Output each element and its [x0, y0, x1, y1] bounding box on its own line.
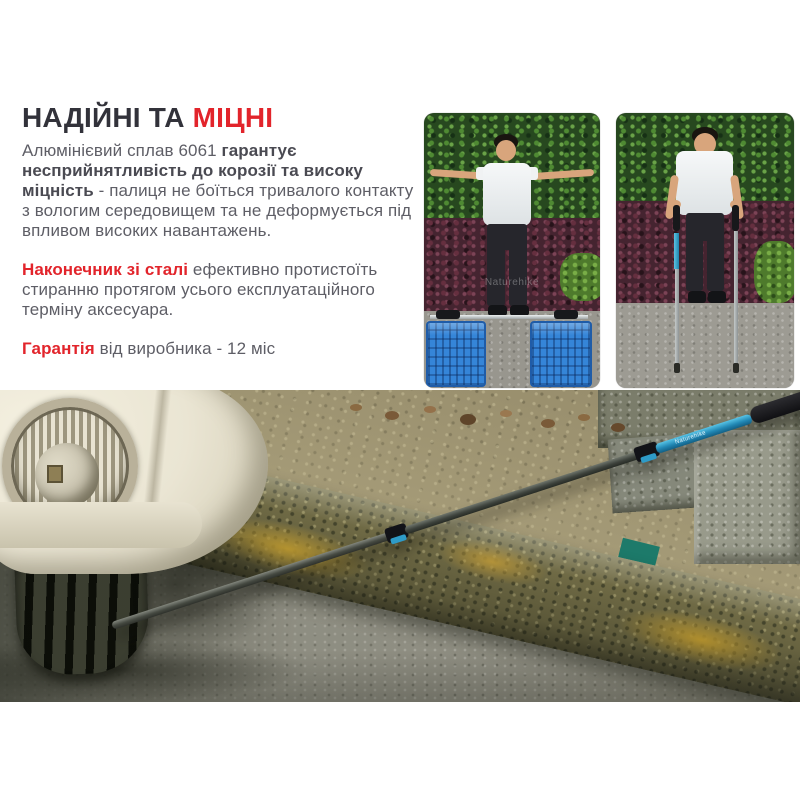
durability-test-photo [0, 390, 800, 702]
pole-grip-left [436, 310, 460, 319]
warranty-line [22, 339, 420, 359]
man-shirt [676, 151, 733, 215]
dry-leaves [350, 404, 362, 411]
man-right-shoe [708, 291, 726, 303]
title-red-part: МІЦНІ [192, 102, 274, 133]
blue-crate-right [530, 321, 592, 387]
car-bumper [0, 502, 202, 548]
alloy-text-start: Алюмінієвий сплав 6061 [22, 141, 222, 160]
stone-block-right [694, 430, 800, 564]
suspension-test-photo [616, 113, 794, 388]
text-block [22, 101, 420, 378]
balance-test-photo [424, 113, 600, 388]
man-shirt [483, 163, 531, 226]
man-right-leg [509, 243, 527, 306]
alloy-text-end: - палиця не боїться тривалого контакту з вологим середовищем та не деформується під впливом високих навантажень. [22, 181, 414, 240]
man-left-leg [686, 237, 703, 291]
title-dark-part: НАДІЙНІ ТА [22, 102, 193, 133]
pavement [616, 303, 794, 388]
man-left-shoe [688, 291, 706, 303]
page-title [22, 101, 420, 134]
man-right-leg [707, 237, 724, 291]
alloy-paragraph [22, 141, 420, 241]
blue-crate-left [426, 321, 486, 387]
steel-tip-rest: ефективно протистоїть стиранню протягом усього експлуатаційного терміну аксесуара. [22, 260, 378, 319]
green-bush-patch [754, 241, 794, 303]
pole-brand-text: Naturehike [674, 429, 707, 446]
left-pole-shaft [675, 269, 679, 365]
left-pole-blue-section [674, 233, 679, 269]
left-pole-tip [674, 363, 680, 373]
man-head [496, 140, 516, 161]
headlight-emblem [47, 465, 63, 483]
car-body-crease [143, 390, 173, 508]
warranty-rest: від виробника - 12 міс [94, 339, 276, 358]
headlight-glass [35, 443, 99, 507]
right-pole-grip [732, 205, 739, 231]
pole-grip-right [554, 310, 578, 319]
left-pole-grip [673, 205, 680, 231]
man-left-leg [487, 243, 505, 306]
right-pole-tip [733, 363, 739, 373]
alloy-text-bold: гарантує несприйнятливість до корозії та високу міцність [22, 141, 363, 200]
steel-tip-paragraph [22, 260, 420, 320]
steel-tip-highlight: Наконечник зі сталі [22, 260, 189, 279]
right-pole-shaft [734, 231, 738, 365]
warranty-highlight: Гарантія [22, 339, 95, 358]
photo-watermark: Naturehike [484, 277, 540, 288]
